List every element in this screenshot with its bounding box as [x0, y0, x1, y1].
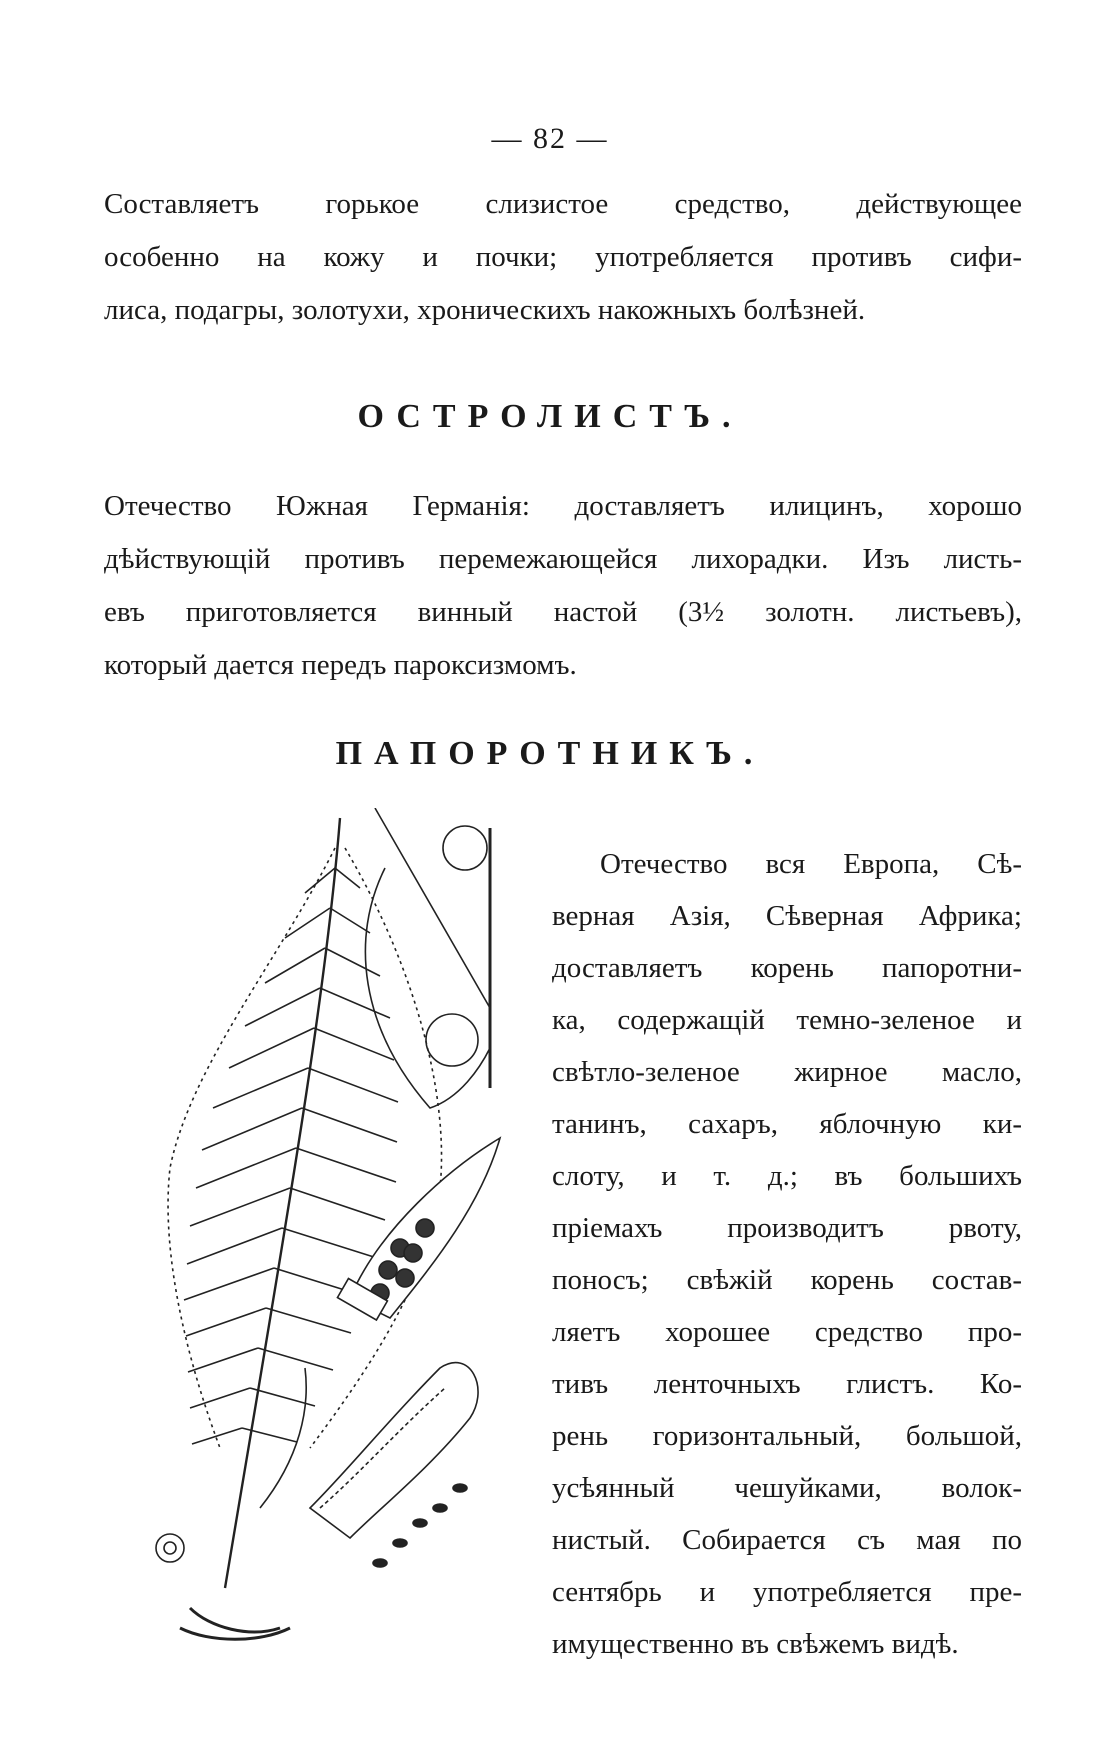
- text-line: рень горизонтальный, большой,: [552, 1420, 1022, 1452]
- ostrolist-paragraph: [104, 480, 1022, 692]
- text-line: ка, содержащій темно-зеленое и: [552, 1004, 1022, 1036]
- text-line: танинъ, сахаръ, яблочную ки-: [552, 1108, 1022, 1140]
- text-line: усѣянный чешуйками, волок-: [552, 1472, 1022, 1504]
- text-line: верная Азія, Сѣверная Африка;: [552, 900, 1022, 932]
- text-line: Составляетъ горькое слизистое средство, действующее: [104, 188, 1022, 220]
- text-line: евъ приготовляется винный настой (3½ золотн. листьевъ),: [104, 596, 1022, 628]
- text-line: слоту, и т. д.; въ большихъ: [552, 1160, 1022, 1192]
- page-number: — 82 —: [491, 122, 609, 155]
- fern-engraving-icon: [130, 808, 550, 1668]
- text-line: доставляетъ корень папоротни-: [552, 952, 1022, 984]
- section-title-ostrolist: ОСТРОЛИСТЪ.: [357, 398, 743, 435]
- text-line: Отечество вся Европа, Сѣ-: [600, 848, 1022, 880]
- text-line: имущественно въ свѣжемъ видѣ.: [552, 1628, 959, 1660]
- text-line: свѣтло-зеленое жирное масло,: [552, 1056, 1022, 1088]
- text-line: Отечество Южная Германія: доставляетъ илицинъ, хорошо: [104, 490, 1022, 522]
- text-line: пріемахъ производитъ рвоту,: [552, 1212, 1022, 1244]
- text-line: ляетъ хорошее средство про-: [552, 1316, 1022, 1348]
- text-line: тивъ ленточныхъ глистъ. Ко-: [552, 1368, 1022, 1400]
- text-line: который дается передъ пароксизмомъ.: [104, 649, 577, 681]
- intro-paragraph: [104, 178, 1022, 337]
- text-line: нистый. Собирается съ мая по: [552, 1524, 1022, 1556]
- fern-illustration: [130, 808, 550, 1668]
- text-line: особенно на кожу и почки; употребляется противъ сифи-: [104, 241, 1022, 273]
- paporotnik-paragraph: [552, 838, 1022, 1670]
- text-line: лиса, подагры, золотухи, хроническихъ накожныхъ болѣзней.: [104, 294, 866, 326]
- text-line: сентябрь и употребляется пре-: [552, 1576, 1022, 1608]
- section-title-paporotnik: ПАПОРОТНИКЪ.: [335, 735, 765, 772]
- text-line: дѣйствующій противъ перемежающейся лихорадки. Изъ листь-: [104, 543, 1022, 575]
- text-line: поносъ; свѣжій корень состав-: [552, 1264, 1022, 1296]
